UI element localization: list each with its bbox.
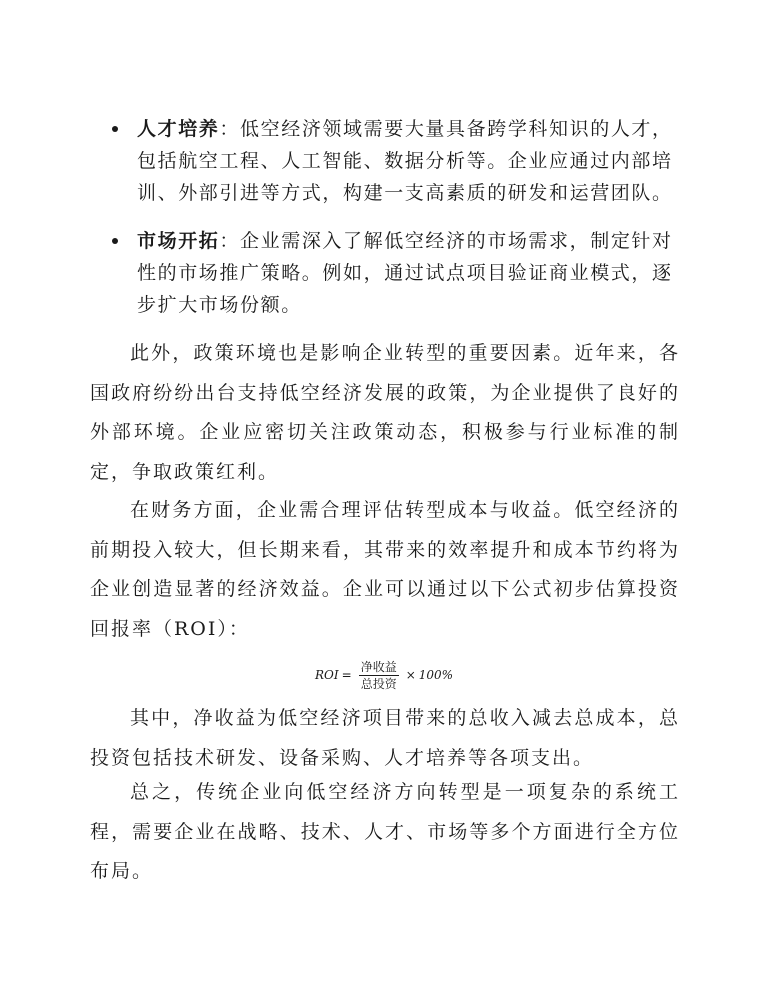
bullet-text: 企业需深入了解低空经济的市场需求，制定针对性的市场推广策略。例如，通过试点项目验证商业模式，逐步扩大市场份额。 bbox=[137, 230, 673, 316]
bullet-title: 市场开拓 bbox=[137, 230, 220, 252]
formula-percent: 100% bbox=[418, 668, 454, 682]
formula-numerator: 净收益 bbox=[360, 659, 397, 674]
bullet-icon bbox=[112, 126, 118, 132]
bullet-title: 人才培养 bbox=[137, 118, 220, 140]
formula-equals: = bbox=[341, 668, 352, 682]
bullet-icon bbox=[112, 238, 118, 244]
formula-fraction bbox=[359, 659, 399, 692]
formula-denominator: 总投资 bbox=[360, 676, 397, 691]
paragraph-summary: 总之，传统企业向低空经济方向转型是一项复杂的系统工程，需要企业在战略、技术、人才、市场等多个方面进行全方位布局。 bbox=[90, 781, 680, 882]
paragraph-explanation: 其中，净收益为低空经济项目带来的总收入减去总成本，总投资包括技术研发、设备采购、人才培养等各项支出。 bbox=[90, 707, 680, 769]
paragraph-finance: 在财务方面，企业需合理评估转型成本与收益。低空经济的前期投入较大，但长期来看，其带来的效率提升和成本节约将为企业创造显著的经济效益。企业可以通过以下公式初步估算投资回报率（ROI）： bbox=[90, 499, 680, 640]
bullet-separator: ： bbox=[219, 118, 241, 140]
formula-times: × bbox=[405, 668, 416, 682]
bullet-item-market bbox=[137, 225, 677, 321]
roi-formula bbox=[315, 650, 453, 700]
paragraph-policy: 此外，政策环境也是影响企业转型的重要因素。近年来，各国政府纷纷出台支持低空经济发展的政策，为企业提供了良好的外部环境。企业应密切关注政策动态，积极参与行业标准的制定，争取政策红利。 bbox=[90, 342, 680, 483]
bullet-item-talent bbox=[137, 113, 677, 209]
formula-lhs: ROI bbox=[315, 668, 339, 682]
bullet-separator: ： bbox=[219, 230, 241, 252]
bullet-text: 低空经济领域需要大量具备跨学科知识的人才，包括航空工程、人工智能、数据分析等。企业应通过内部培训、外部引进等方式，构建一支高素质的研发和运营团队。 bbox=[137, 118, 673, 204]
